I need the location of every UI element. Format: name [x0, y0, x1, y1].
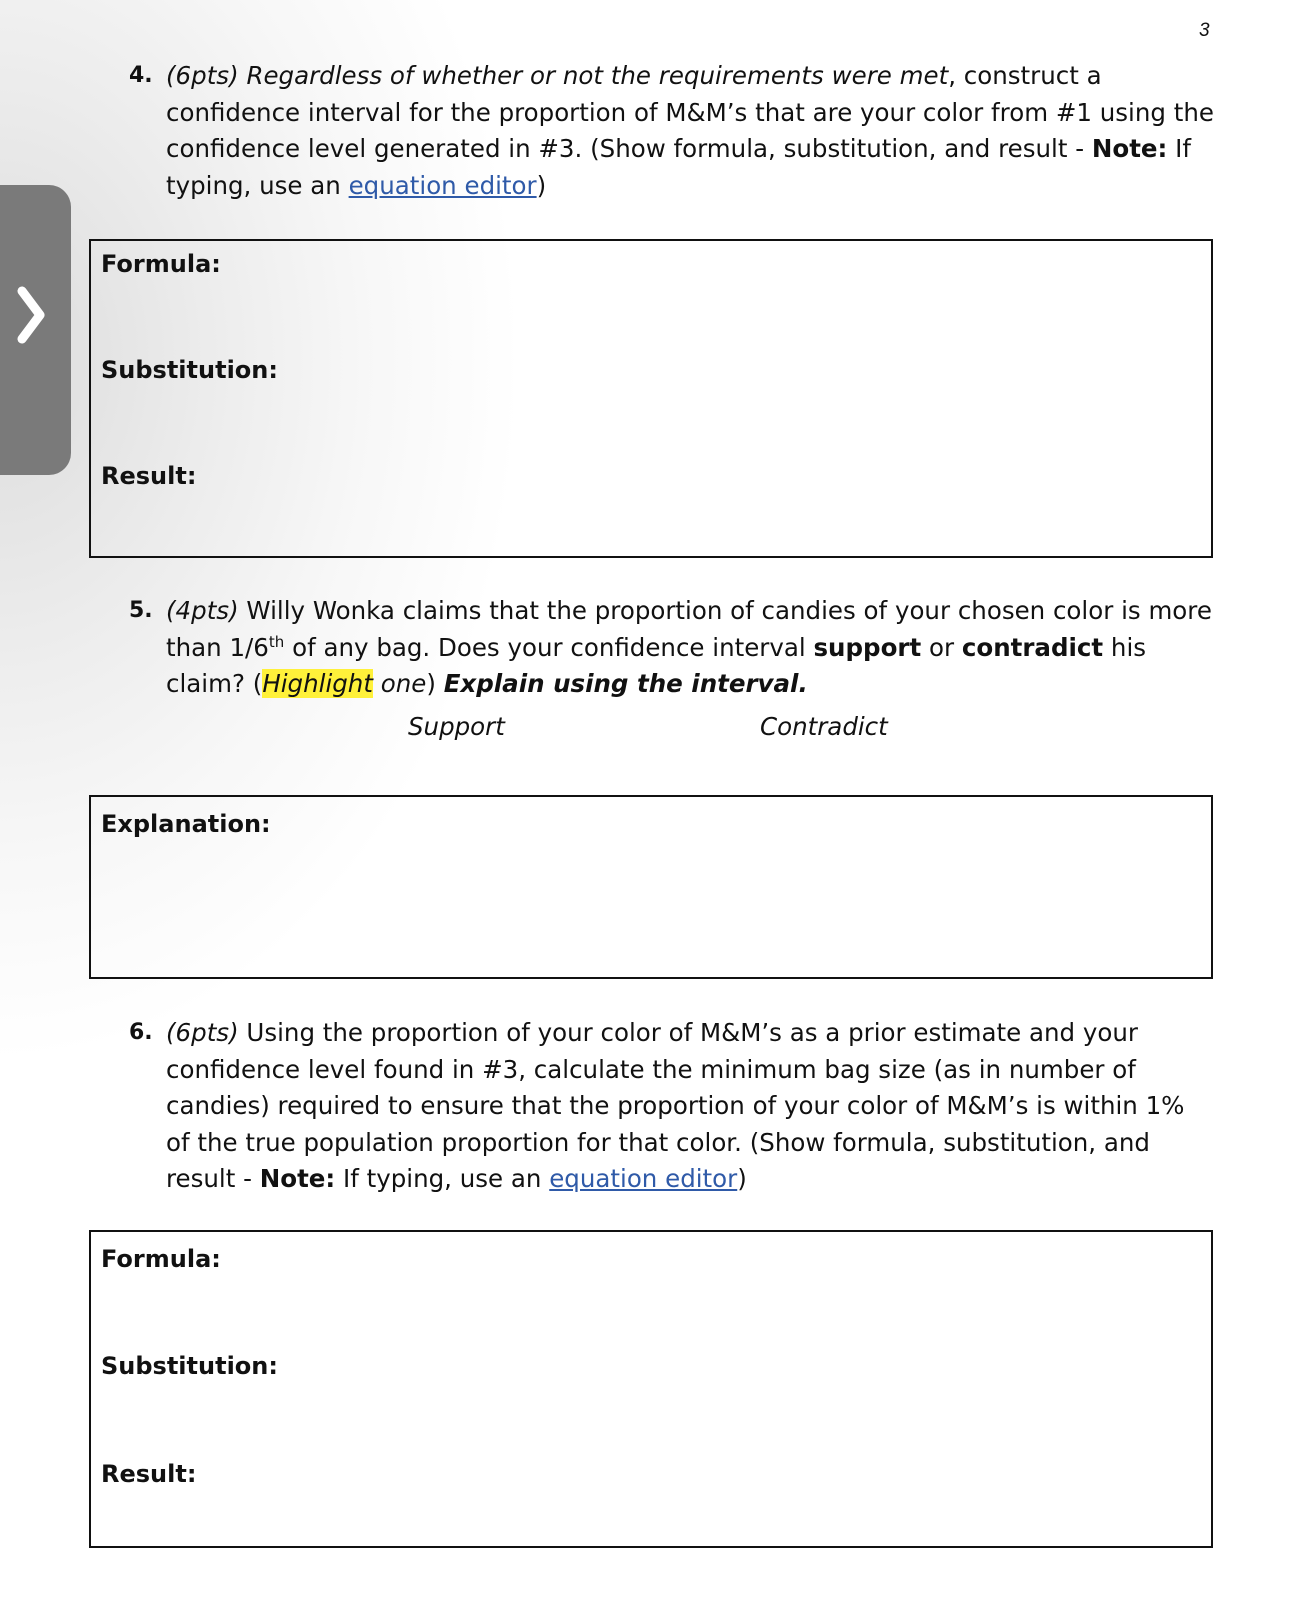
- question-number: 4.: [129, 63, 153, 88]
- question-number: 5.: [129, 598, 153, 623]
- lead-italic: Regardless of whether or not the requirements were met: [246, 61, 949, 90]
- question-4: [129, 58, 1219, 204]
- answer-box-q4[interactable]: [89, 239, 1213, 558]
- option-support[interactable]: Support: [408, 712, 505, 741]
- explain-instruction: Explain using the interval.: [443, 669, 808, 698]
- question-text: one: [372, 669, 427, 698]
- chevron-right-icon: [16, 285, 46, 345]
- question-number: 6.: [129, 1020, 153, 1045]
- points: (6pts): [166, 61, 239, 90]
- explanation-label: Explanation:: [101, 810, 271, 838]
- question-text: or: [921, 632, 962, 662]
- points: (6pts): [166, 1018, 239, 1047]
- question-text: ): [426, 669, 444, 698]
- note-text: If typing, use an: [166, 134, 1191, 200]
- note-label: Note:: [259, 1164, 336, 1193]
- side-panel-tab[interactable]: [0, 185, 71, 475]
- support-bold: support: [813, 632, 922, 662]
- result-label: Result:: [101, 462, 197, 490]
- close-paren: ): [536, 170, 547, 200]
- question-5: [129, 593, 1219, 703]
- question-text: Willy Wonka claims that the proportion of candies of your chosen color is more than 1/6: [166, 596, 1212, 662]
- answer-box-q5[interactable]: [89, 795, 1213, 979]
- result-label: Result:: [101, 1460, 197, 1488]
- equation-editor-link[interactable]: equation editor: [549, 1164, 738, 1193]
- highlight-word: Highlight: [262, 669, 373, 698]
- contradict-bold: contradict: [961, 632, 1104, 662]
- note-text: If typing, use an: [335, 1164, 550, 1193]
- equation-editor-link[interactable]: equation editor: [348, 170, 537, 200]
- question-text: his claim? (: [166, 632, 1147, 698]
- answer-box-q6[interactable]: [89, 1230, 1213, 1548]
- question-6: [129, 1015, 1189, 1198]
- superscript: th: [268, 632, 285, 651]
- question-text: , construct a confidence interval for the proportion of M&M’s that are your color from #1 using the confidence level generated in #3. (Show formula, substitution, and result -: [166, 61, 1214, 163]
- question-text: of any bag. Does your confidence interval: [284, 632, 814, 662]
- page-number: 3: [1199, 20, 1210, 41]
- note-label: Note:: [1091, 134, 1168, 163]
- points: (4pts): [166, 596, 239, 625]
- question-text: Using the proportion of your color of M&M’s as a prior estimate and your confidence level found in #3, calculate the minimum bag size (as in number of candies) required to ensure that the proportion of your color of M&M’s is within 1% of the true population proportion for that color. (Show formula, substitution, and result -: [166, 1018, 1185, 1193]
- close-paren: ): [737, 1164, 747, 1193]
- substitution-label: Substitution:: [101, 356, 278, 384]
- substitution-label: Substitution:: [101, 1352, 278, 1380]
- formula-label: Formula:: [101, 250, 221, 278]
- formula-label: Formula:: [101, 1245, 221, 1273]
- option-contradict[interactable]: Contradict: [760, 712, 888, 741]
